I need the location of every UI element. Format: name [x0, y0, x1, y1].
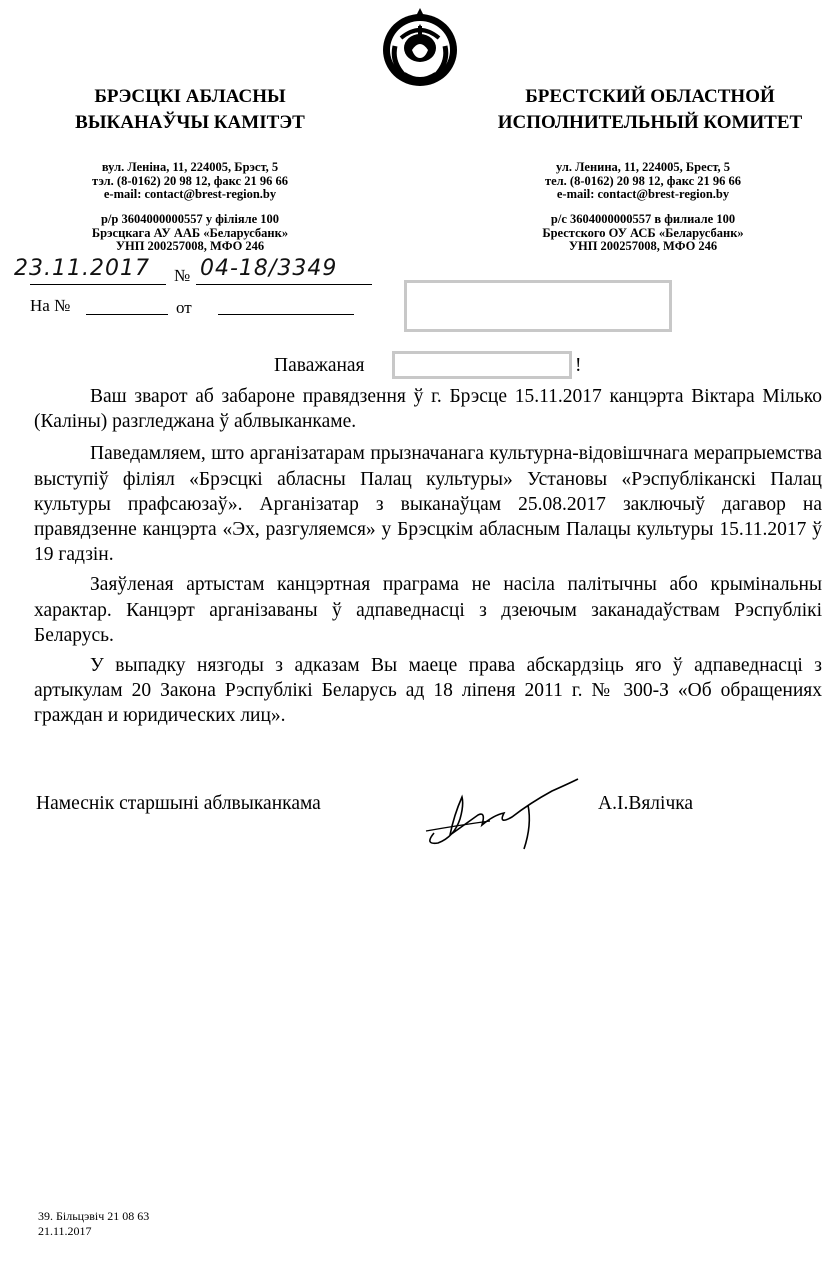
date-underline [30, 284, 166, 285]
header-left-bank-line1: р/р 3604000000557 у філіяле 100 [100, 212, 280, 226]
header-left-address-line1: вул. Леніна, 11, 224005, Брэст, 5 [101, 160, 279, 174]
ref-number-label: На № [30, 296, 71, 315]
header-left-bank [40, 213, 340, 254]
header-right-address-line2: тел. (8-0162) 20 98 12, факс 21 96 66 [544, 173, 742, 188]
redacted-addressee-box [404, 280, 672, 332]
ref-date-underline [218, 314, 354, 315]
header-left-email: e-mail: contact@brest-region.by [103, 187, 277, 201]
executor-footer [38, 1209, 149, 1239]
header-right-title [470, 84, 830, 136]
header-right-address-line1: ул. Ленина, 11, 224005, Брест, 5 [555, 160, 731, 174]
salutation-suffix: ! [575, 355, 582, 376]
body-paragraph-4: У выпадку нязгоды з адказам Вы маеце права абскардзіць яго ў адпаведнасці з артыкулам 20 Закона Рэспублікі Беларусь ад 18 ліпеня 2011 г. № 300-З «Об обращениях граждан и юридических лиц». [34, 655, 822, 727]
body-paragraph-2: Паведамляем, што арганізатарам прызначанага культурна-відовішчнага мерапрыемства выступіў філіял «Брэсцкі абласны Палац культуры» Установы «Рэспубліканскі Палац культуры прафсаюзаў». Арганізатар з выканаўцам 25.08.2017 заключыў дагавор на правядзенне канцэрта «Эх, разгуляемся» у Брэсцкім абласным Палацы культуры 15.11.2017 ў 19 гадзін. [34, 443, 822, 566]
header-left-bank-line3: УНП 200257008, МФО 246 [115, 239, 265, 253]
header-right-bank-line2: Брестского ОУ АСБ «Беларусбанк» [542, 225, 744, 240]
header-left-title-line2: ВЫКАНАЎЧЫ КАМІТЭТ [75, 112, 305, 133]
header-right-bank [478, 213, 808, 254]
header-left-address-line2: тэл. (8-0162) 20 98 12, факс 21 96 66 [92, 173, 288, 188]
header-left-address [40, 161, 340, 202]
header-left-title-line1: БРЭСЦКІ АБЛАСНЫ [94, 86, 286, 107]
header-right-bank-line3: УНП 200257008, МФО 246 [568, 239, 718, 253]
executor-date: 21.11.2017 [38, 1224, 92, 1238]
ref-from-label: от [176, 298, 192, 317]
outgoing-date: 23.11.2017 [14, 256, 150, 281]
number-underline [196, 284, 372, 285]
body-paragraph-1: Ваш зварот аб забароне правядзення ў г. Брэсце 15.11.2017 канцэрта Віктара Мілько (Каліны) разгледжана ў аблвыканкаме. [34, 386, 822, 433]
header-left-bank-line2: Брэсцкага АУ ААБ «Беларусбанк» [91, 225, 289, 240]
number-label: № [174, 266, 191, 285]
coat-of-arms-emblem [381, 6, 459, 88]
ref-number-underline [86, 314, 168, 315]
header-right-title-line1: БРЕСТСКИЙ ОБЛАСТНОЙ [525, 86, 775, 107]
salutation-prefix: Паважаная [274, 355, 365, 376]
redacted-name-box [392, 351, 572, 379]
executor-line: 39. Більцэвіч 21 08 63 [38, 1209, 150, 1223]
body-paragraph-3: Заяўленая артыстам канцэртная праграма не насіла палітычны або крымінальны характар. Канцэрт арганізаваны ў адпаведнасці з дзеючым заканадаўствам Рэспублікі Беларусь. [34, 574, 822, 646]
letter-body [34, 384, 822, 734]
outgoing-number: 04-18/3349 [200, 256, 338, 281]
header-left-title [40, 84, 340, 136]
header-right-address [478, 161, 808, 202]
header-right-bank-line1: р/с 3604000000557 в филиале 100 [550, 212, 736, 226]
header-right-title-line2: ИСПОЛНИТЕЛЬНЫЙ КОМИТЕТ [497, 112, 803, 133]
handwritten-signature [420, 775, 590, 855]
signatory-name: А.І.Вялічка [598, 793, 694, 814]
header-right-email: e-mail: contact@brest-region.by [556, 187, 730, 201]
signatory-position: Намеснік старшыні аблвыканкама [36, 793, 321, 814]
